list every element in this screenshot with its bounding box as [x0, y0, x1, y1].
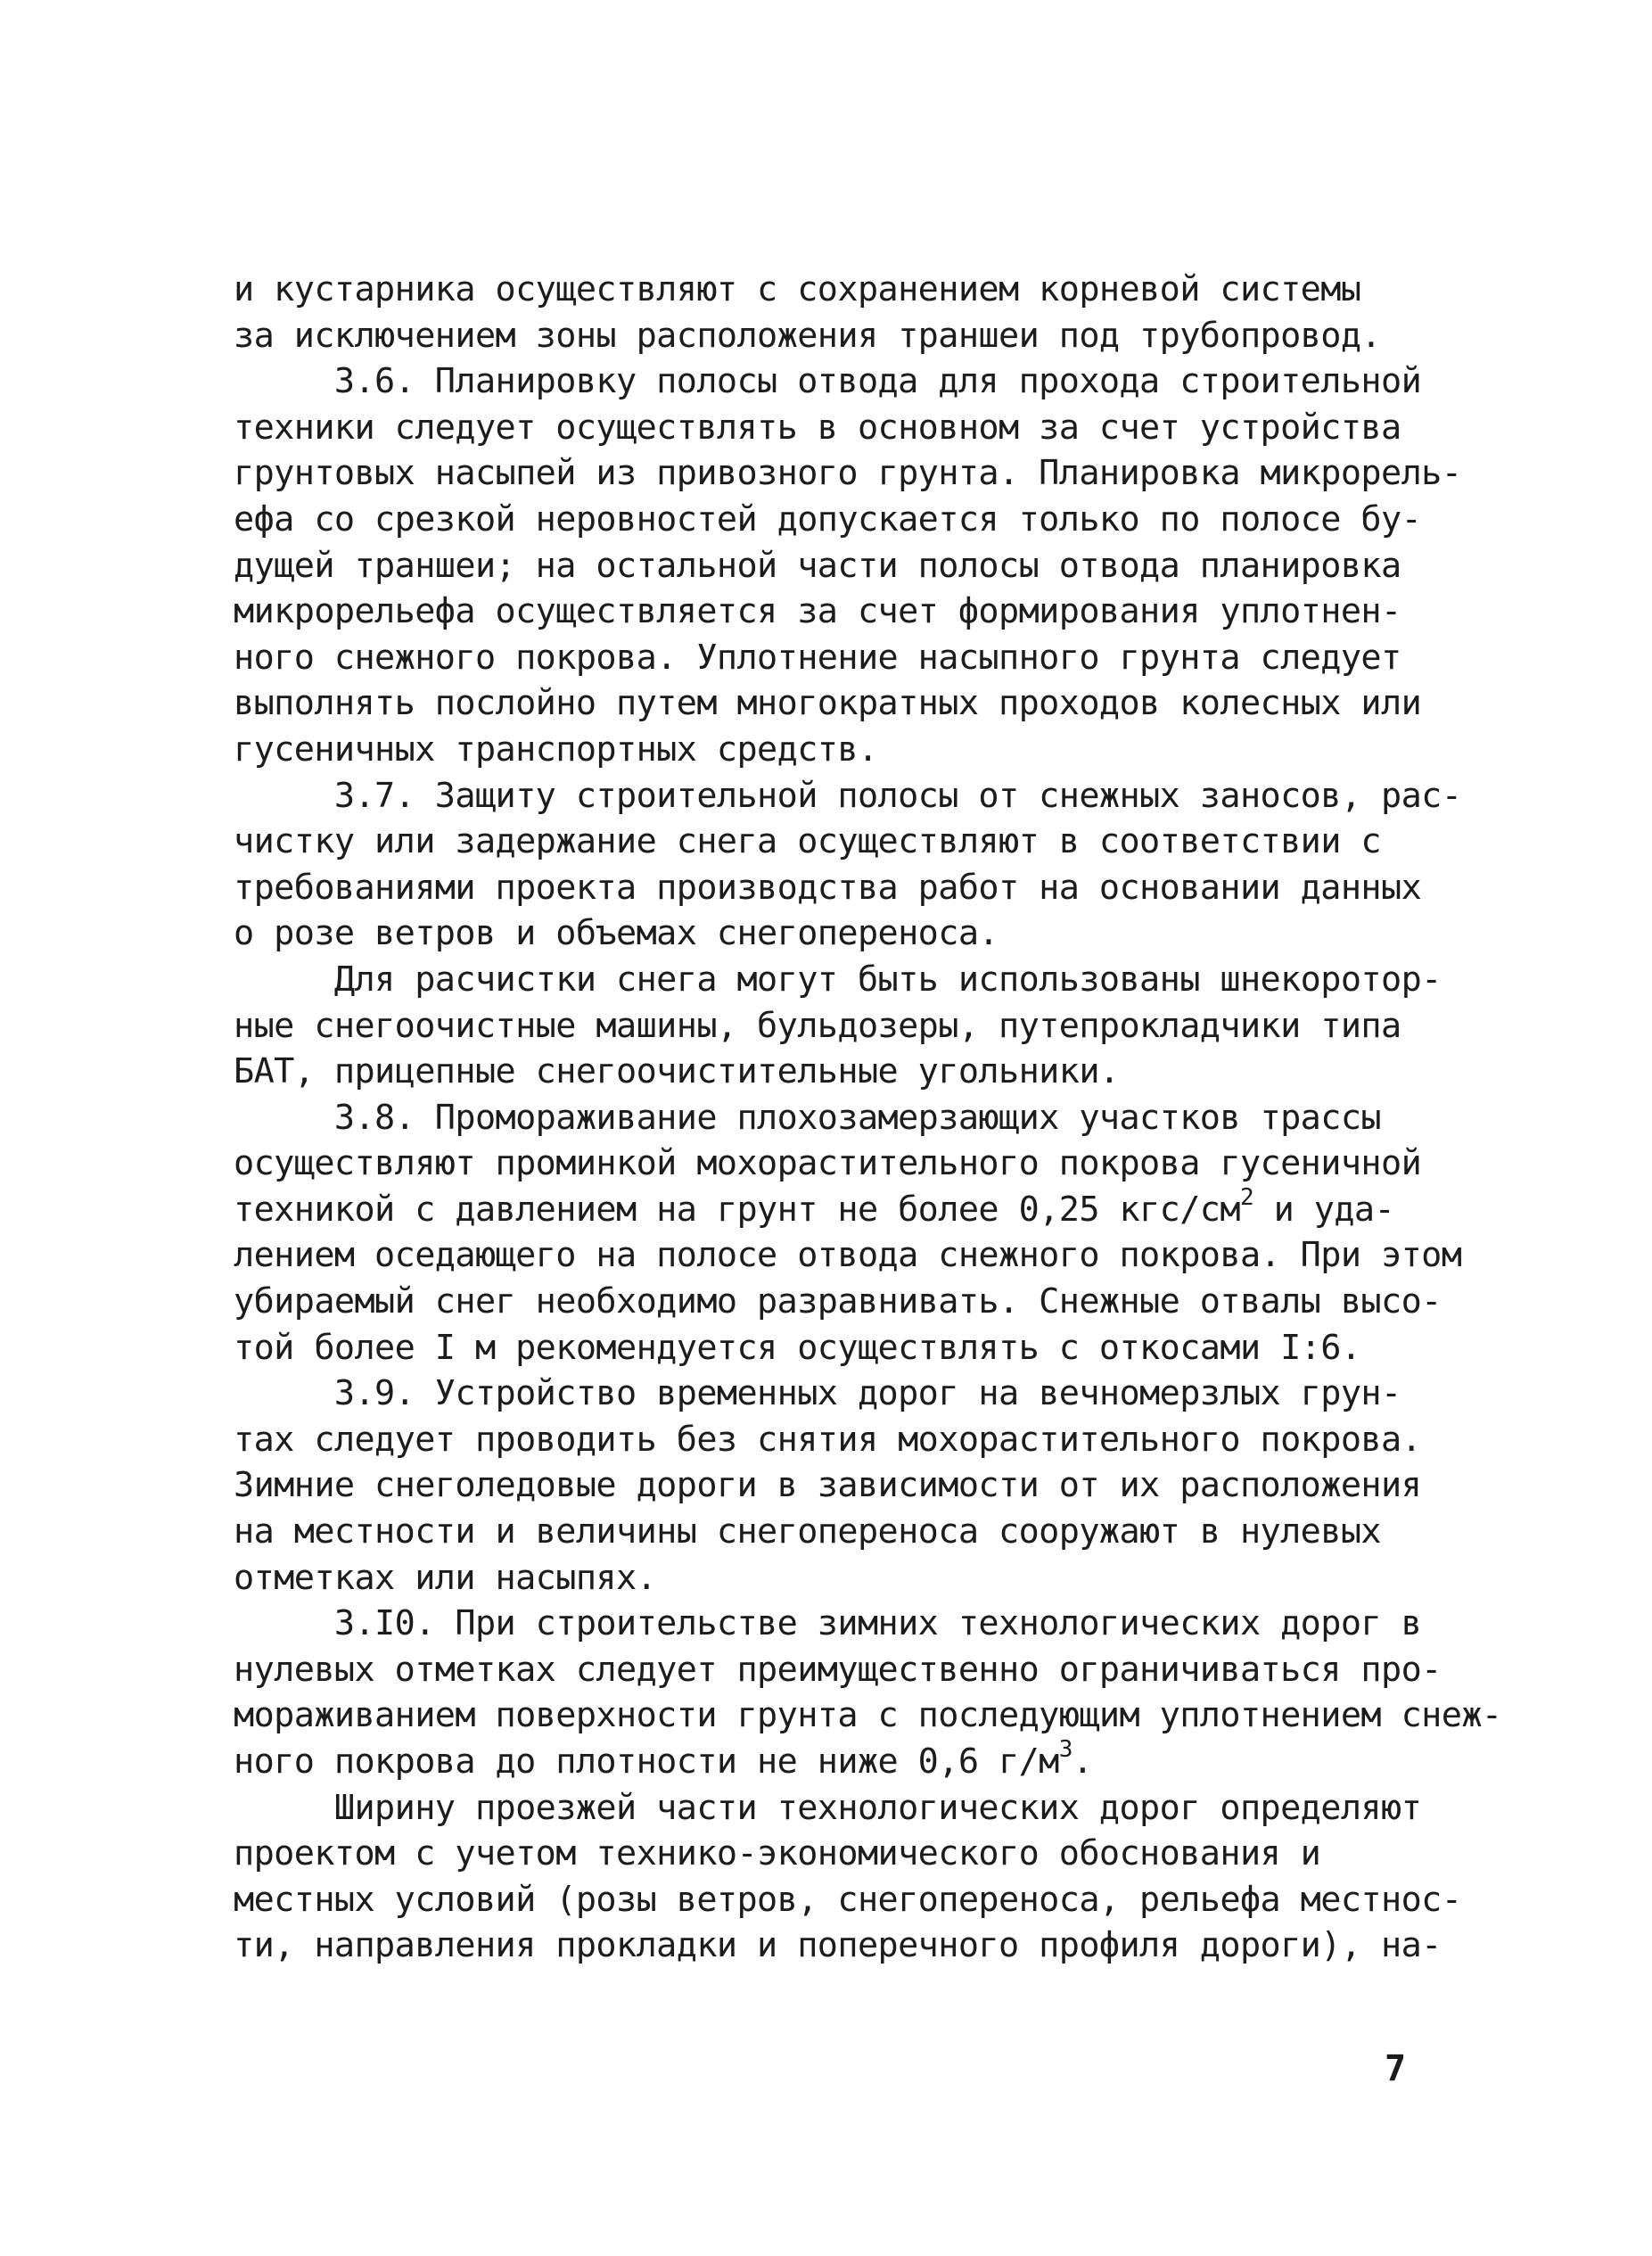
text-line: убираемый снег необходимо разравнивать. Снежные отвалы высо- — [234, 1281, 1442, 1322]
text-line: за исключением зоны расположения траншеи под трубопровод. — [234, 315, 1382, 356]
text-line: на местности и величины снегопереноса сооружают в нулевых — [234, 1511, 1382, 1552]
text-line: 3.8. Промораживание плохозамерзающих участков трассы — [234, 1097, 1382, 1138]
text-line: Ширину проезжей части технологических дорог определяют — [234, 1787, 1422, 1828]
text-line: мораживанием поверхности грунта с последующим уплотнением снеж- — [234, 1695, 1502, 1736]
text-line: БАТ, прицепные снегоочистительные угольники. — [234, 1051, 1120, 1092]
text-segment: . — [1072, 1741, 1093, 1782]
text-line: грунтовых насыпей из привозного грунта. Планировка микрорель- — [234, 453, 1462, 494]
text-line: 3.I0. При строительстве зимних технологических дорог в — [234, 1603, 1422, 1644]
superscript: 3 — [1058, 1736, 1073, 1764]
text-line: и кустарника осуществляют с сохранением корневой системы — [234, 269, 1361, 309]
body-text — [234, 267, 1502, 1969]
text-line: ного снежного покрова. Уплотнение насыпного грунта следует — [234, 637, 1401, 678]
text-segment: ного покрова до плотности не ниже 0,6 г/м — [234, 1741, 1059, 1782]
text-line: осуществляют проминкой мохорастительного покрова гусеничной — [234, 1143, 1422, 1184]
text-line-with-superscript — [234, 1736, 1464, 1785]
text-line: 3.7. Защиту строительной полосы от снежных заносов, рас- — [234, 775, 1462, 816]
text-line-with-superscript — [234, 1184, 1464, 1233]
text-line: техники следует осуществлять в основном за счет устройства — [234, 407, 1401, 448]
superscript: 2 — [1239, 1184, 1254, 1212]
text-line: Для расчистки снега могут быть использованы шнекоротор- — [234, 959, 1442, 1000]
text-segment: техникой с давлением на грунт не более 0,25 кгс/см — [234, 1189, 1240, 1230]
text-line: ефа со срезкой неровностей допускается только по полосе бу- — [234, 498, 1422, 539]
text-line: той более I м рекомендуется осуществлять с откосами I:6. — [234, 1327, 1361, 1368]
text-line: требованиями проекта производства работ на основании данных — [234, 867, 1422, 908]
text-line: чистку или задержание снега осуществляют в соответствии с — [234, 821, 1382, 862]
text-line: гусеничных транспортных средств. — [234, 729, 878, 770]
text-line: проектом с учетом технико-экономического обоснования и — [234, 1833, 1321, 1874]
text-line: ти, направления прокладки и поперечного профиля дороги), на- — [234, 1925, 1442, 1966]
text-line: выполнять послойно путем многократных проходов колесных или — [234, 683, 1422, 724]
text-line: местных условий (розы ветров, снегопереноса, рельефа местнос- — [234, 1879, 1462, 1920]
text-line: Зимние снеголедовые дороги в зависимости от их расположения — [234, 1465, 1422, 1506]
text-line: отметках или насыпях. — [234, 1557, 657, 1598]
text-line: 3.6. Планировку полосы отвода для прохода строительной — [234, 361, 1422, 402]
text-line: ные снегоочистные машины, бульдозеры, путепрокладчики типа — [234, 1005, 1401, 1046]
text-line: тах следует проводить без снятия мохорастительного покрова. — [234, 1419, 1422, 1460]
text-line: лением оседающего на полосе отвода снежного покрова. При этом — [234, 1235, 1462, 1276]
text-line: о розе ветров и объемах снегопереноса. — [234, 913, 999, 954]
text-line: дущей траншеи; на остальной части полосы отвода планировка — [234, 545, 1401, 586]
text-segment: и уда- — [1253, 1189, 1395, 1230]
text-line: нулевых отметках следует преимущественно ограничиваться про- — [234, 1649, 1442, 1690]
text-line: 3.9. Устройство временных дорог на вечномерзлых грун- — [234, 1373, 1401, 1414]
page-number: 7 — [1385, 2048, 1407, 2089]
text-line: микрорельефа осуществляется за счет формирования уплотнен- — [234, 591, 1401, 632]
